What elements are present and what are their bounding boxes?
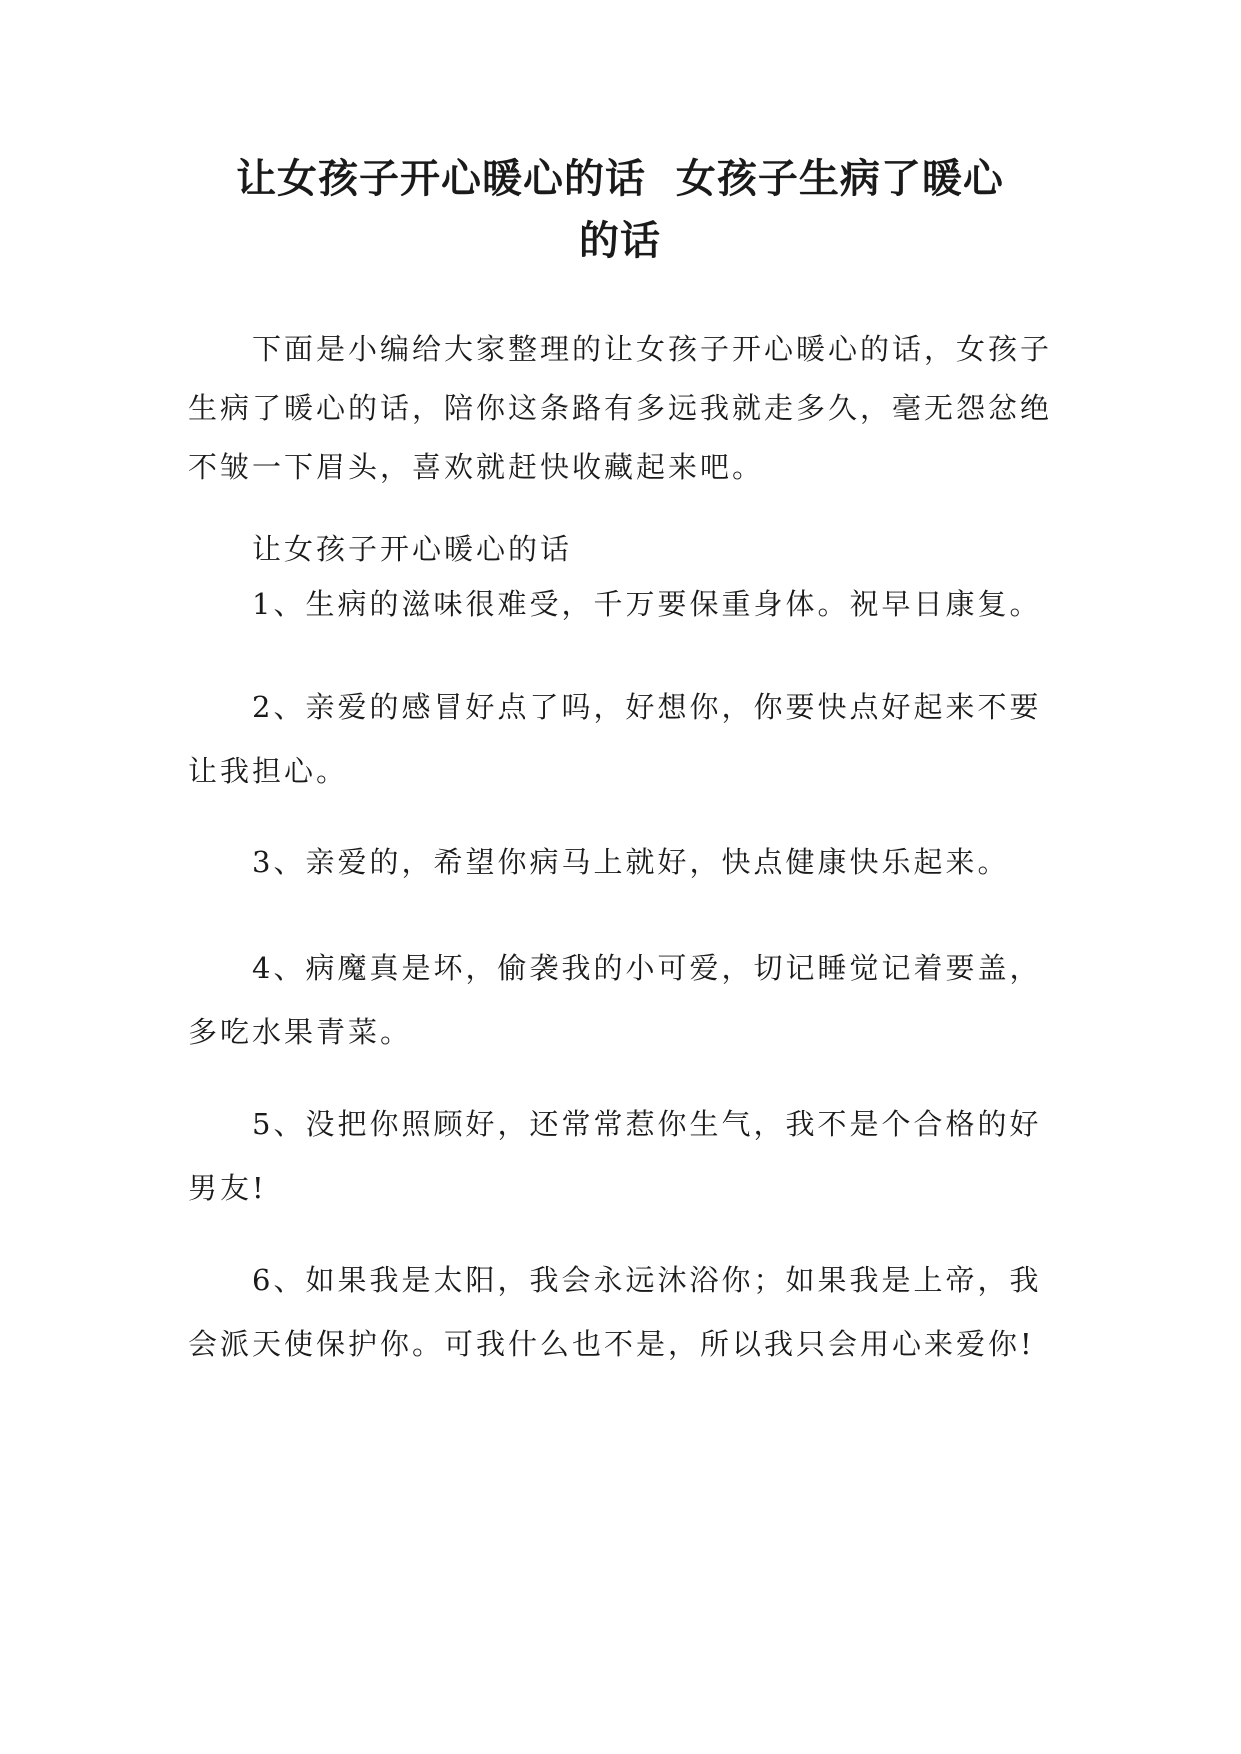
intro-paragraph: 下面是小编给大家整理的让女孩子开心暖心的话，女孩子生病了暖心的话，陪你这条路有多远我就走多久，毫无怨忿绝不皱一下眉头，喜欢就赶快收藏起来吧。 bbox=[188, 332, 1053, 484]
title-line-1: 让女孩子开心暖心的话 女孩子生病了暖心 bbox=[236, 156, 1004, 202]
section-heading: 让女孩子开心暖心的话 bbox=[252, 532, 573, 566]
list-item: 1、生病的滋味很难受，千万要保重身体。祝早日康复。 bbox=[252, 587, 1042, 621]
list-item: 5、没把你照顾好，还常常惹你生气，我不是个合格的好男友! bbox=[188, 1107, 1042, 1205]
list-item: 4、病魔真是坏，偷袭我的小可爱，切记睡觉记着要盖，多吃水果青菜。 bbox=[188, 951, 1042, 1049]
list-item: 3、亲爱的，希望你病马上就好，快点健康快乐起来。 bbox=[252, 845, 1010, 879]
list-item: 6、如果我是太阳，我会永远沐浴你；如果我是上帝，我会派天使保护你。可我什么也不是，所以我只会用心来爱你! bbox=[188, 1263, 1042, 1361]
list-item: 2、亲爱的感冒好点了吗，好想你，你要快点好起来不要让我担心。 bbox=[188, 690, 1042, 788]
document-title bbox=[188, 148, 1052, 272]
title-line-2: 的话 bbox=[579, 218, 661, 264]
